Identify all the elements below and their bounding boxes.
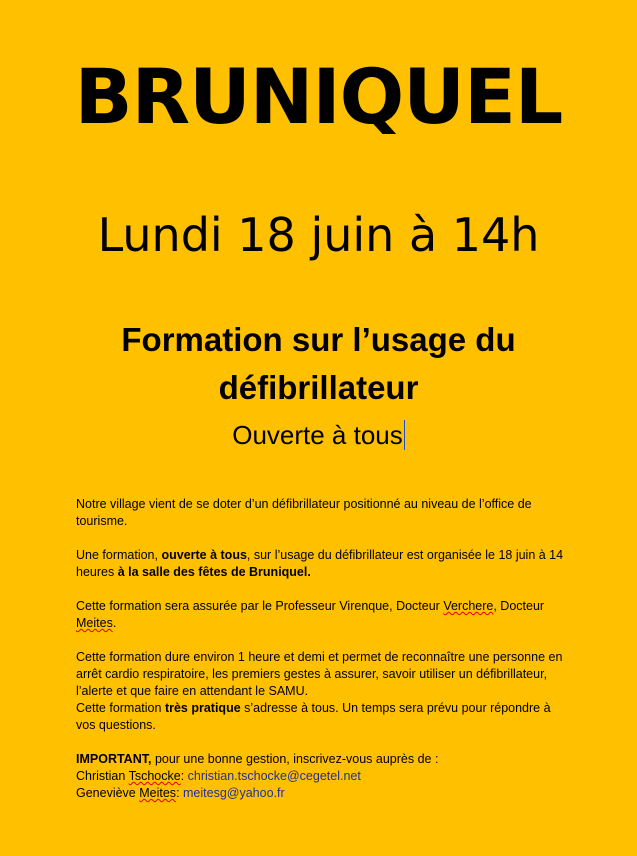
contact2-sep: :	[176, 786, 184, 800]
subtitle-line-1: Formation sur l’usage du	[121, 321, 516, 358]
para5-text-1: Cette formation	[76, 701, 165, 715]
para3-text-1: Cette formation sera assurée par le Professeur Virenque, Docteur	[76, 599, 444, 613]
para5-text-2: s’adresse à tous. Un temps sera prévu pour répondre à vos questions.	[76, 701, 551, 732]
important-text: pour une bonne gestion, inscrivez-vous auprès de :	[151, 752, 439, 766]
paragraph-formation	[76, 547, 566, 581]
important-label: IMPORTANT,	[76, 752, 152, 766]
para2-bold-2: à la salle des fêtes de Bruniquel.	[117, 565, 311, 579]
paragraph-intro: Notre village vient de se doter d’un défibrillateur positionné au niveau de l’office de tourisme.	[76, 497, 532, 528]
contact2-email-link[interactable]: meitesg@yahoo.fr	[183, 786, 285, 800]
para3-text-3: .	[112, 616, 117, 630]
subtitle-line-2: défibrillateur	[218, 369, 419, 406]
para3-text-2: , Docteur	[493, 599, 545, 613]
contact1-last: Tschocke	[128, 769, 181, 783]
paragraph-duration: Cette formation dure environ 1 heure et demi et permet de reconnaître une personne en arrêt cardio respiratoire, les premiers gestes à assurer, savoir utiliser un défibrillateur, l’alerte et que faire en attendant le SAMU.	[76, 650, 563, 698]
paragraph-practical	[76, 700, 566, 734]
open-label-text: Ouverte à tous	[232, 420, 403, 450]
text-cursor	[404, 420, 405, 450]
paragraph-instructors	[76, 598, 566, 632]
page-title: BRUNIQUEL	[74, 52, 563, 141]
para5-bold-1: très pratique	[164, 701, 241, 715]
para2-text-2: , sur l’usage du défibrillateur est organisée le 18 juin à 14 heures	[76, 548, 564, 579]
document-body	[76, 496, 566, 802]
contact-genevieve	[76, 785, 566, 802]
contact1-first: Christian	[76, 769, 129, 783]
contact-christian	[76, 768, 566, 785]
para2-text-1: Une formation,	[76, 548, 162, 562]
para2-bold-1: ouverte à tous	[161, 548, 247, 562]
event-subtitle	[30, 316, 607, 412]
name-meites: Meites	[76, 616, 113, 630]
paragraph-important	[76, 751, 566, 768]
contact2-first: Geneviève	[76, 786, 140, 800]
contact1-sep: :	[180, 769, 188, 783]
event-date: Lundi 18 juin à 14h	[97, 208, 540, 262]
open-label[interactable]	[0, 418, 637, 452]
contact2-last: Meites	[139, 786, 177, 800]
contact1-email-link[interactable]: christian.tschocke@cegetel.net	[187, 769, 361, 783]
name-verchere: Verchere	[443, 599, 494, 613]
